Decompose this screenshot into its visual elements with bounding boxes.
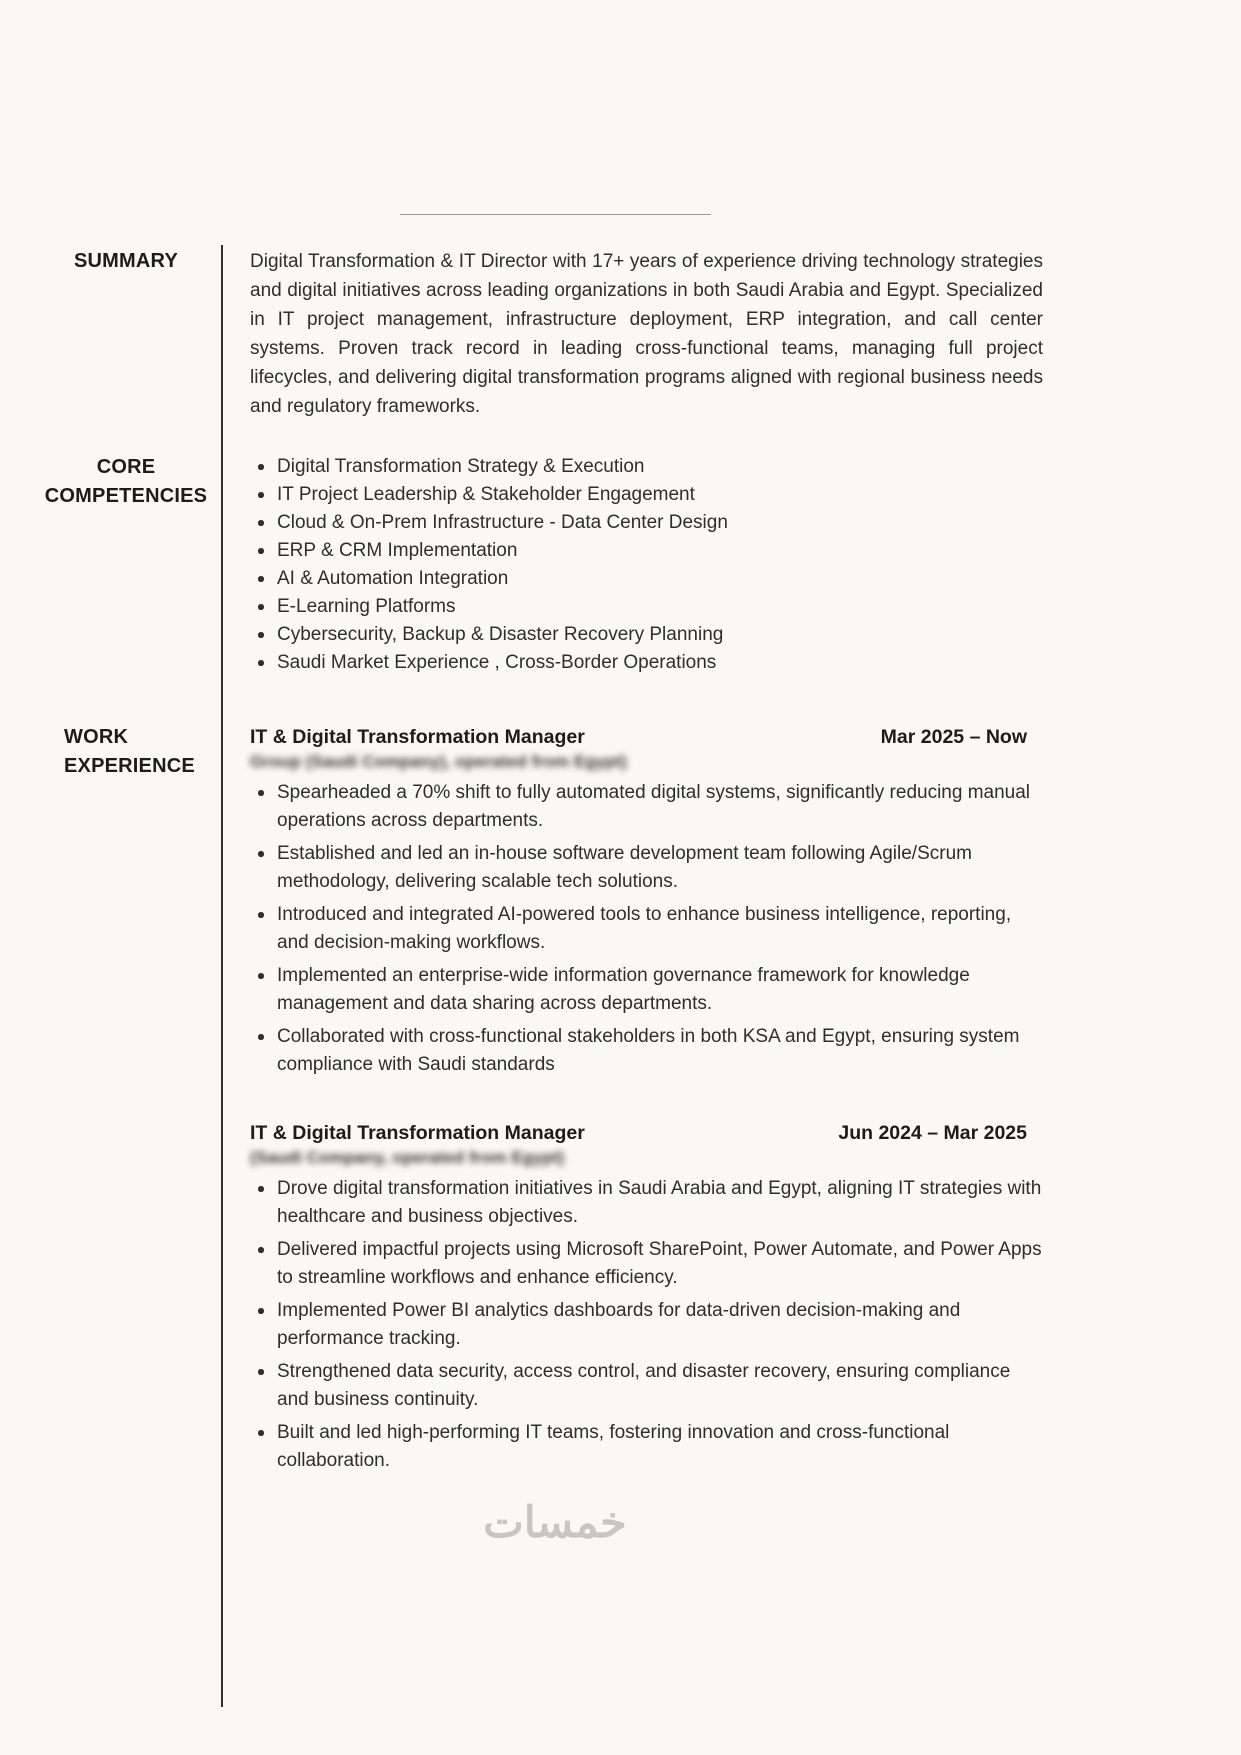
job-entry	[250, 723, 1043, 1079]
job-bullet: Implemented an enterprise-wide information governance framework for knowledge management and data sharing across departments.	[250, 962, 1043, 1018]
job-title: IT & Digital Transformation Manager	[250, 1122, 585, 1144]
competency-item: Saudi Market Experience , Cross-Border Operations	[250, 649, 1043, 677]
summary-text: Digital Transformation & IT Director with 17+ years of experience driving technology strategies and digital initiatives across leading organizations in both Saudi Arabia and Egypt. Specialized in IT project management, infrastructure deployment, ERP integration, and call center systems. Proven track record in leading cross-functional teams, managing full project lifecycles, and delivering digital transformation programs aligned with regional business needs and regulatory frameworks.	[250, 251, 1043, 417]
job-bullet: Drove digital transformation initiatives in Saudi Arabia and Egypt, aligning IT strategies with healthcare and business objectives.	[250, 1175, 1043, 1231]
job-bullet: Built and led high-performing IT teams, fostering innovation and cross-functional collaboration.	[250, 1419, 1043, 1475]
summary-content-cell	[222, 247, 1241, 421]
job-dates: Jun 2024 – Mar 2025	[838, 1122, 1027, 1144]
job-bullet: Spearheaded a 70% shift to fully automated digital systems, significantly reducing manual operations across departments.	[250, 779, 1043, 835]
work-experience-content-cell	[222, 723, 1241, 1480]
resume-body	[0, 247, 1241, 1480]
work-experience-section	[0, 723, 1241, 1480]
core-competencies-list	[250, 453, 1043, 677]
job-bullet: Introduced and integrated AI-powered tools to enhance business intelligence, reporting, and decision-making workflows.	[250, 901, 1043, 957]
core-competencies-heading: CORE COMPETENCIES	[44, 456, 208, 507]
job-bullet: Strengthened data security, access control, and disaster recovery, ensuring compliance and business continuity.	[250, 1358, 1043, 1414]
competency-item: Cloud & On-Prem Infrastructure - Data Center Design	[250, 509, 1043, 537]
job-entry	[250, 1119, 1043, 1475]
work-experience-heading-cell	[0, 723, 222, 781]
competency-item: AI & Automation Integration	[250, 565, 1043, 593]
summary-heading-cell	[0, 247, 222, 276]
core-competencies-content-cell	[222, 453, 1241, 677]
core-competencies-heading-cell	[0, 453, 222, 511]
summary-heading: SUMMARY	[74, 250, 178, 272]
job-header-row	[250, 723, 1043, 751]
competency-item: IT Project Leadership & Stakeholder Engagement	[250, 481, 1043, 509]
khamsat-watermark: خمسات	[483, 1499, 627, 1547]
job-bullet: Implemented Power BI analytics dashboards for data-driven decision-making and performance tracking.	[250, 1297, 1043, 1353]
competency-item: Digital Transformation Strategy & Execution	[250, 453, 1043, 481]
job-bullet: Delivered impactful projects using Microsoft SharePoint, Power Automate, and Power Apps to streamline workflows and enhance efficiency.	[250, 1236, 1043, 1292]
job-company-redacted: (Saudi Company, operated from Egypt)	[250, 1148, 565, 1167]
job-header-row	[250, 1119, 1043, 1147]
job-list	[250, 723, 1043, 1475]
competency-item: E-Learning Platforms	[250, 593, 1043, 621]
job-bullet: Established and led an in-house software development team following Agile/Scrum methodology, delivering scalable tech solutions.	[250, 840, 1043, 896]
job-bullet-list	[250, 1175, 1043, 1475]
core-competencies-section	[0, 453, 1241, 677]
competency-item: Cybersecurity, Backup & Disaster Recovery Planning	[250, 621, 1043, 649]
job-company-redacted: Group (Saudi Company), operated from Egypt)	[250, 752, 627, 771]
job-bullet-list	[250, 779, 1043, 1079]
job-dates: Mar 2025 – Now	[880, 726, 1027, 748]
work-experience-heading: WORK EXPERIENCE	[64, 726, 195, 777]
job-bullet: Collaborated with cross-functional stakeholders in both KSA and Egypt, ensuring system compliance with Saudi standards	[250, 1023, 1043, 1079]
job-title: IT & Digital Transformation Manager	[250, 726, 585, 748]
competency-item: ERP & CRM Implementation	[250, 537, 1043, 565]
top-divider-line	[400, 214, 711, 215]
summary-section	[0, 247, 1241, 421]
